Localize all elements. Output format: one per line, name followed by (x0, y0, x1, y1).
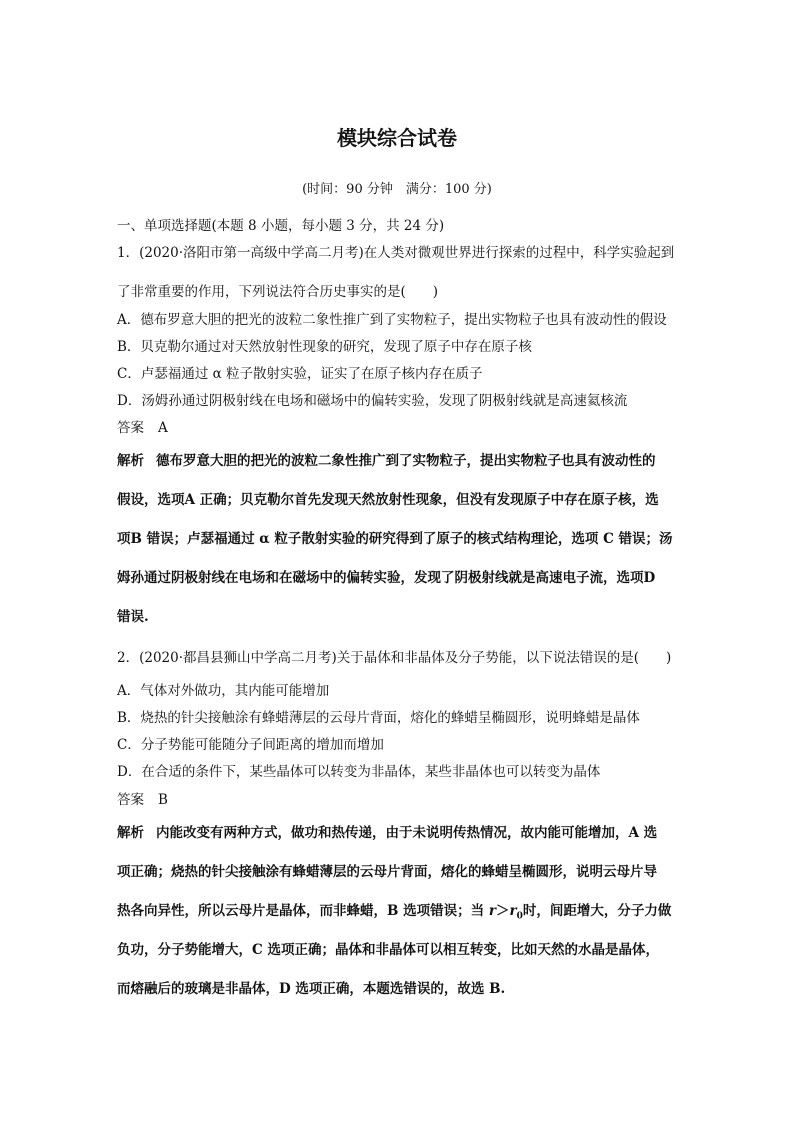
answer-value: B (158, 792, 168, 808)
page-title: 模块综合试卷 (337, 126, 457, 150)
q2-option-a: A．气体对外做功，其内能可能增加 (117, 683, 330, 699)
analysis-text: 热各向异性，所以云母片是晶体，而非蜂蜡，B 选项错误；当 (117, 903, 489, 919)
q2-analysis-line2: 项正确；烧热的针尖接触涂有蜂蜡薄层的云母片背面，熔化的蜂蜡呈椭圆形，说明云母片导 (117, 864, 657, 880)
answer-label: 答案 (117, 420, 144, 436)
q1-option-c: C．卢瑟福通过 α 粒子散射实验，证实了在原子核内存在质子 (117, 366, 483, 382)
q2-option-b: B．烧热的针尖接触涂有蜂蜡薄层的云母片背面，熔化的蜂蜡呈椭圆形，说明蜂蜡是晶体 (117, 710, 640, 726)
q2-analysis-line3 (117, 899, 677, 922)
q1-stem-line1: 1．(2020·洛阳市第一高级中学高二月考)在人类对微观世界进行探索的过程中，科学实验起到 (117, 245, 675, 261)
q2-analysis-line4: 负功，分子势能增大，C 选项正确；晶体和非晶体可以相互转变，比如天然的水晶是晶体， (117, 942, 659, 958)
q2-answer (117, 788, 168, 808)
q1-option-a: A．德布罗意大胆的把光的波粒二象性推广到了实物粒子，提出实物粒子也具有波动性的假设 (117, 312, 667, 328)
analysis-text: 德布罗意大胆的把光的波粒二象性推广到了实物粒子，提出实物粒子也具有波动性的 (156, 453, 656, 469)
formula-subscript: 0 (516, 911, 523, 922)
q2-option-d: D．在合适的条件下，某些晶体可以转变为非晶体，某些非晶体也可以转变为晶体 (117, 764, 601, 780)
q1-answer (117, 416, 168, 436)
q1-analysis-line1 (117, 449, 677, 469)
analysis-label: 解析 (117, 825, 144, 841)
q2-analysis-line1 (117, 821, 677, 841)
q2-analysis-line5: 而熔融后的玻璃是非晶体，D 选项正确，本题选错误的，故选 B. (117, 981, 506, 997)
q2-stem-line1: 2．(2020·都昌县狮山中学高二月考)关于晶体和非晶体及分子势能，以下说法错误的是( ) (117, 650, 672, 666)
q1-option-d: D．汤姆孙通过阴极射线在电场和磁场中的偏转实验，发现了阴极射线就是高速氦核流 (117, 393, 628, 409)
q1-analysis-line5: 错误. (117, 609, 149, 625)
formula-r: r (488, 903, 496, 919)
formula-time: 时 (522, 903, 537, 919)
analysis-label: 解析 (117, 453, 144, 469)
formula-gt: ＞ (495, 903, 510, 919)
analysis-text: 内能改变有两种方式，做功和热传递，由于未说明传热情况，故内能可能增加，A 选 (156, 825, 658, 841)
answer-label: 答案 (117, 792, 144, 808)
formula-r0: r (509, 903, 517, 919)
exam-meta: (时间：90 分钟 满分：100 分) (302, 182, 492, 197)
q1-analysis-line4: 姆孙通过阴极射线在电场和在磁场中的偏转实验，发现了阴极射线就是高速电子流，选项D (117, 570, 656, 586)
answer-value: A (158, 420, 168, 436)
q1-option-b: B．贝克勒尔通过对天然放射性现象的研究，发现了原子中存在原子核 (117, 339, 532, 355)
section-heading: 一、单项选择题(本题 8 小题，每小题 3 分，共 24 分) (117, 218, 445, 234)
q1-analysis-line3: 项B 错误；卢瑟福通过 α 粒子散射实验的研究得到了原子的核式结构理论，选项 C 错误；汤 (117, 531, 673, 547)
analysis-text: ，间距增大，分子力做 (536, 903, 672, 919)
q1-analysis-line2: 假设，选项A 正确；贝克勒尔首先发现天然放射性现象，但没有发现原子中存在原子核，选 (117, 492, 659, 508)
q2-option-c: C．分子势能可能随分子间距离的增加而增加 (117, 737, 384, 753)
q1-stem-line2: 了非常重要的作用，下列说法符合历史事实的是( ) (117, 284, 439, 300)
